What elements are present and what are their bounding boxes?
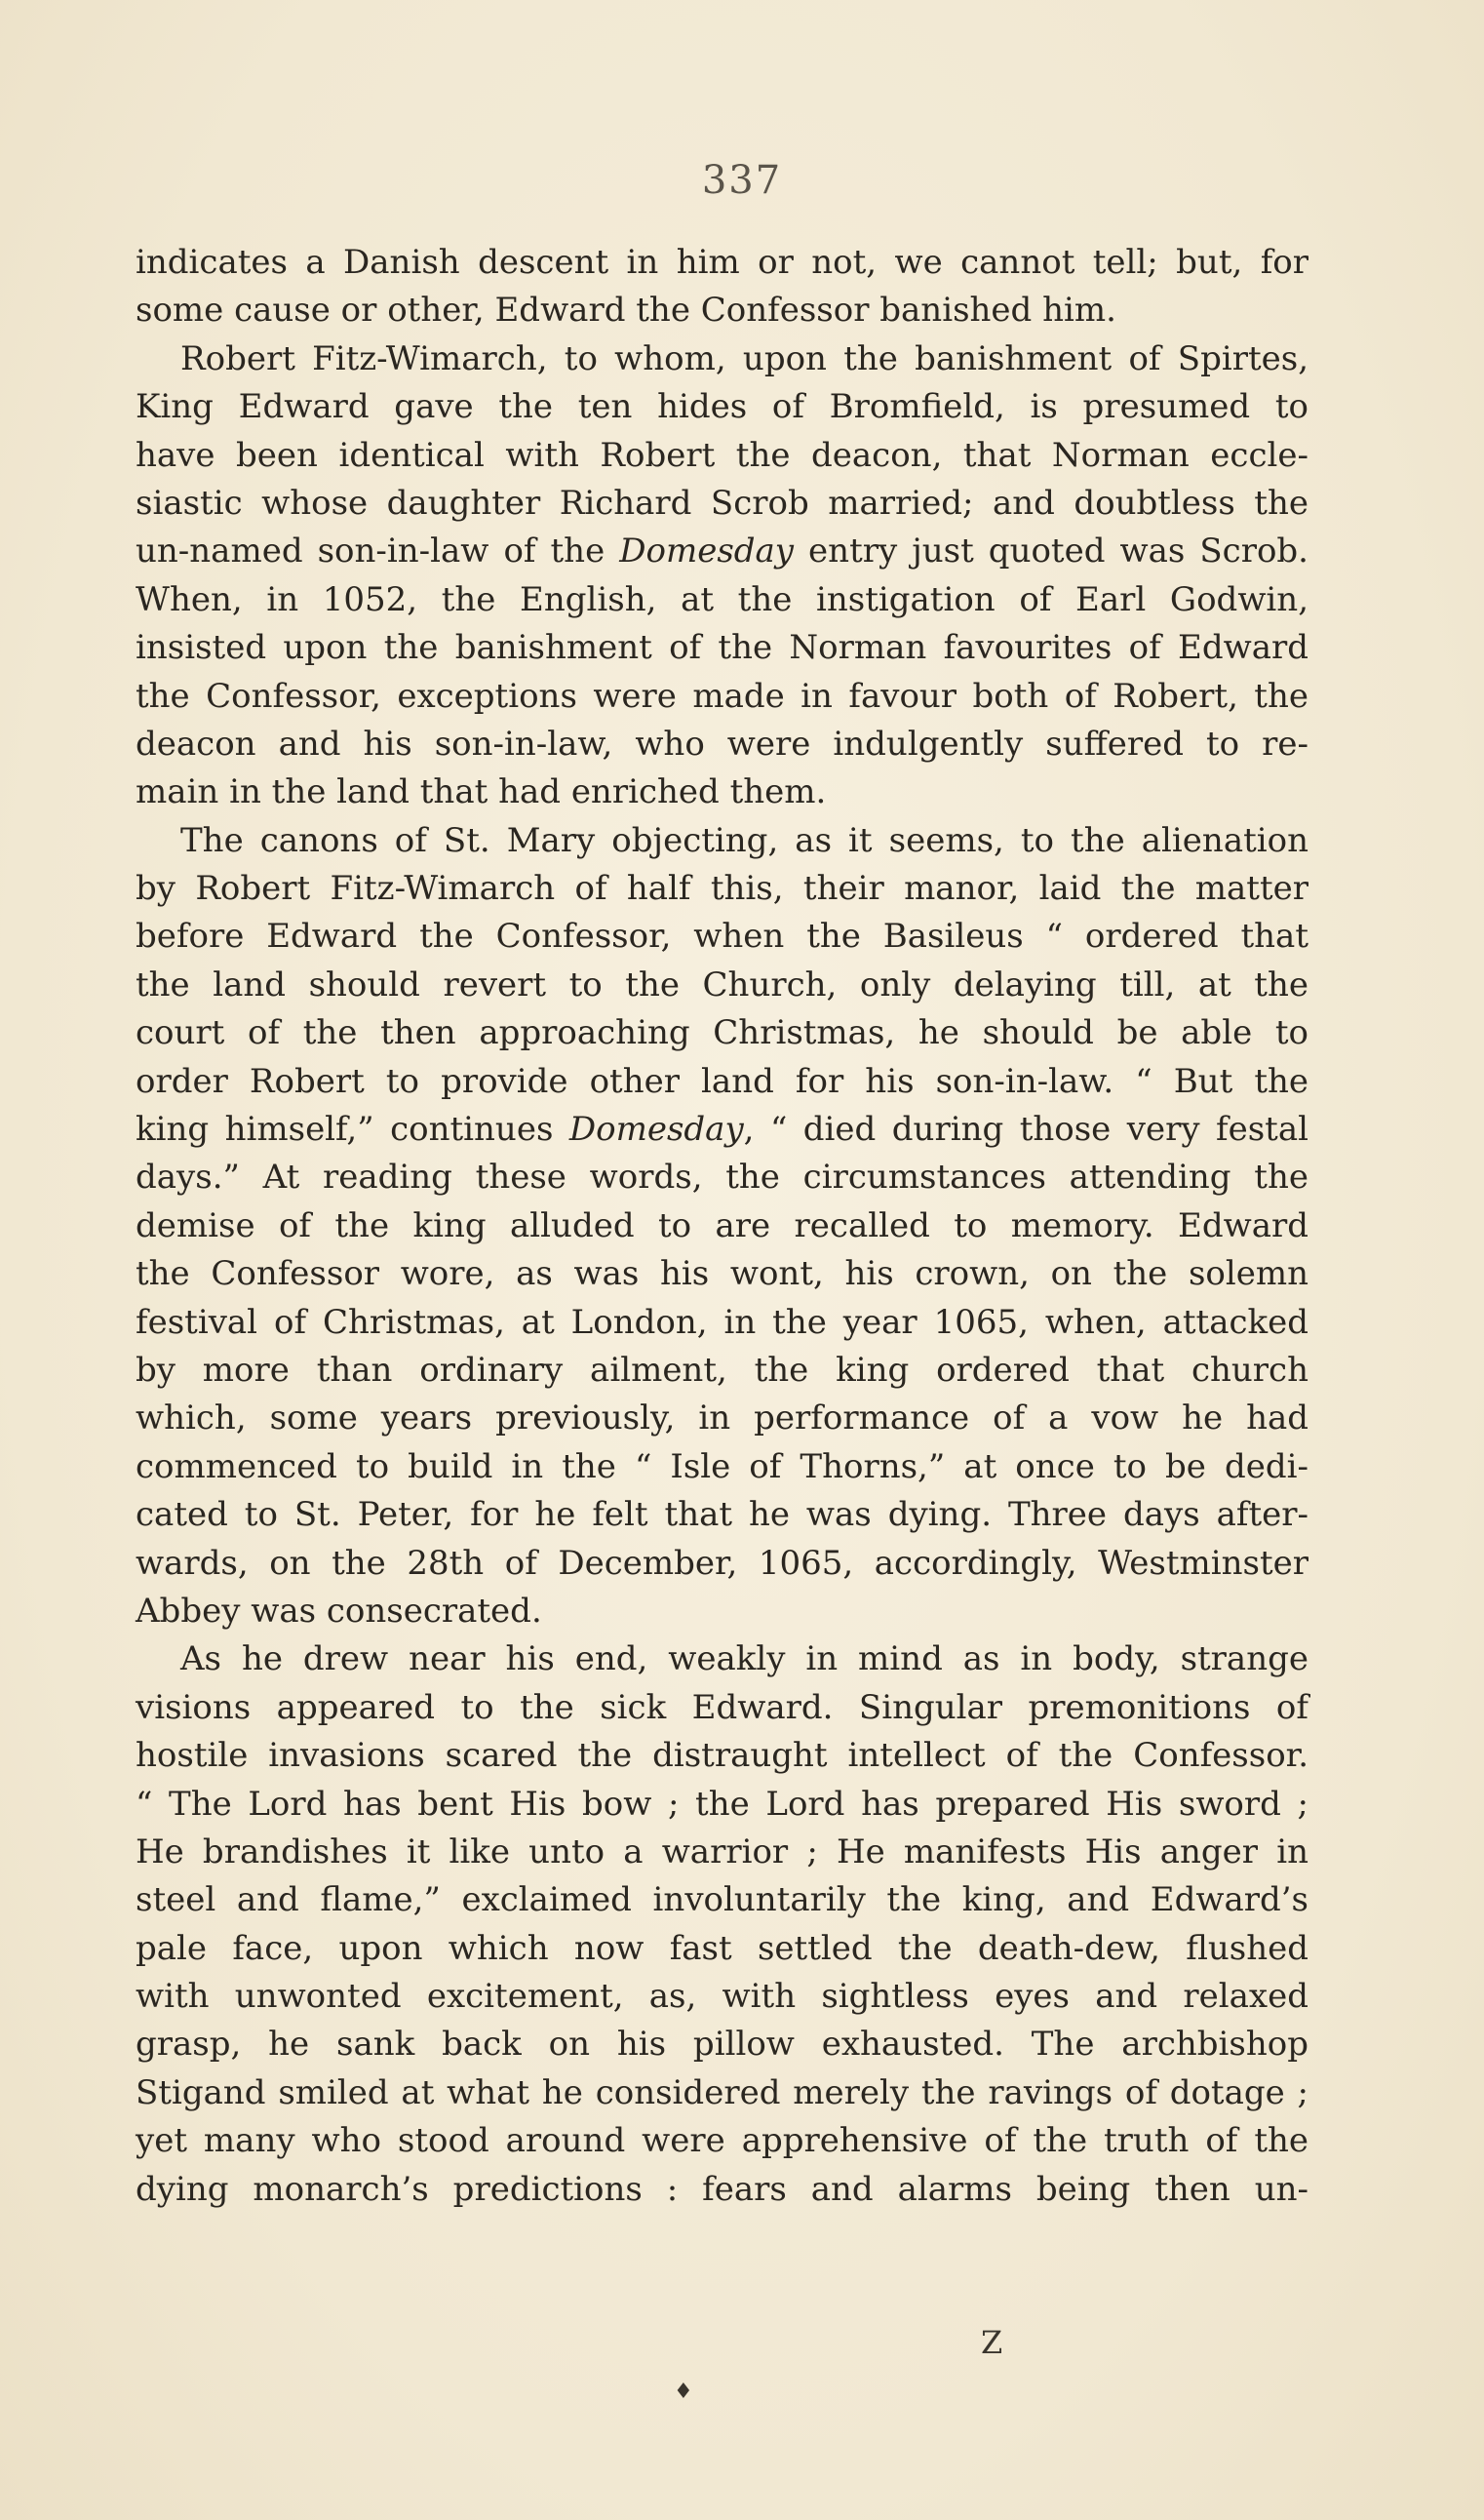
text-line: deacon and his son-in-law, who were indulgently suffered to re- xyxy=(136,724,1308,764)
text-line: demise of the king alluded to are recalled to memory. Edward xyxy=(136,1205,1308,1245)
page-number: 337 xyxy=(701,158,783,203)
text-line: hostile invasions scared the distraught intellect of the Confessor. xyxy=(136,1736,1308,1776)
text-line: yet many who stood around were apprehensive of the truth of the xyxy=(136,2121,1308,2161)
italic-title: Domesday xyxy=(619,532,795,571)
text-line: “ The Lord has bent His bow ; the Lord has prepared His sword ; xyxy=(136,1784,1308,1824)
text-line: indicates a Danish descent in him or not, we cannot tell; but, for xyxy=(136,243,1308,282)
text-line: festival of Christmas, at London, in the year 1065, when, attacked xyxy=(136,1302,1308,1342)
text-line: court of the then approaching Christmas, he should be able to xyxy=(136,1013,1308,1053)
text-line: with unwonted excitement, as, with sightless eyes and relaxed xyxy=(136,1977,1308,2017)
text-line: the Confessor, exceptions were made in favour both of Robert, the xyxy=(136,676,1308,716)
text-line: un-named son-in-law of the Domesday entry just quoted was Scrob. xyxy=(136,532,1308,571)
text-line: Abbey was consecrated. xyxy=(136,1591,542,1631)
text-line: When, in 1052, the English, at the instigation of Earl Godwin, xyxy=(136,579,1308,619)
text-line: by more than ordinary ailment, the king ordered that church xyxy=(136,1350,1308,1390)
text-line: As he drew near his end, weakly in mind as in body, strange xyxy=(180,1639,1308,1679)
signature-mark: Z xyxy=(981,2324,1003,2361)
text-line: The canons of St. Mary objecting, as it seems, to the alienation xyxy=(180,820,1308,860)
text-line: wards, on the 28th of December, 1065, accordingly, Westminster xyxy=(136,1543,1308,1583)
text-line: Stigand smiled at what he considered merely the ravings of dotage ; xyxy=(136,2072,1308,2112)
text-line: King Edward gave the ten hides of Bromfield, is presumed to xyxy=(136,387,1308,427)
text-line: before Edward the Confessor, when the Basileus “ ordered that xyxy=(136,917,1308,957)
text-line: the Confessor wore, as was his wont, his crown, on the solemn xyxy=(136,1254,1308,1294)
footer-mark: ♦ xyxy=(674,2380,693,2404)
body-text xyxy=(136,239,1308,2214)
text-line: some cause or other, Edward the Confessor banished him. xyxy=(136,291,1116,331)
text-line: dying monarch’s predictions : fears and alarms being then un- xyxy=(136,2169,1308,2209)
text-line: He brandishes it like unto a warrior ; He manifests His anger in xyxy=(136,1831,1308,1871)
text-line: Robert Fitz-Wimarch, to whom, upon the banishment of Spirtes, xyxy=(180,338,1308,378)
text-line: which, some years previously, in performance of a vow he had xyxy=(136,1398,1308,1438)
text-line: commenced to build in the “ Isle of Thorns,” at once to be dedi- xyxy=(136,1446,1308,1486)
italic-title: Domesday xyxy=(568,1110,744,1150)
text-line: siastic whose daughter Richard Scrob married; and doubtless the xyxy=(136,483,1308,523)
text-line: main in the land that had enriched them. xyxy=(136,772,827,812)
text-line: have been identical with Robert the deacon, that Norman eccle- xyxy=(136,435,1308,475)
text-line: by Robert Fitz-Wimarch of half this, their manor, laid the matter xyxy=(136,869,1308,909)
text-line: steel and flame,” exclaimed involuntarily the king, and Edward’s xyxy=(136,1880,1308,1920)
text-line: insisted upon the banishment of the Norman favourites of Edward xyxy=(136,628,1308,668)
text-line: order Robert to provide other land for his son-in-law. “ But the xyxy=(136,1061,1308,1101)
text-line: grasp, he sank back on his pillow exhausted. The archbishop xyxy=(136,2025,1308,2065)
text-line: pale face, upon which now fast settled the death-dew, flushed xyxy=(136,1928,1308,1968)
text-line: cated to St. Peter, for he felt that he was dying. Three days after- xyxy=(136,1495,1308,1535)
text-line: visions appeared to the sick Edward. Singular premonitions of xyxy=(136,1687,1308,1727)
text-line: king himself,” continues Domesday, “ died during those very festal xyxy=(136,1110,1308,1150)
text-line: days.” At reading these words, the circumstances attending the xyxy=(136,1158,1308,1198)
text-line: the land should revert to the Church, only delaying till, at the xyxy=(136,965,1308,1004)
